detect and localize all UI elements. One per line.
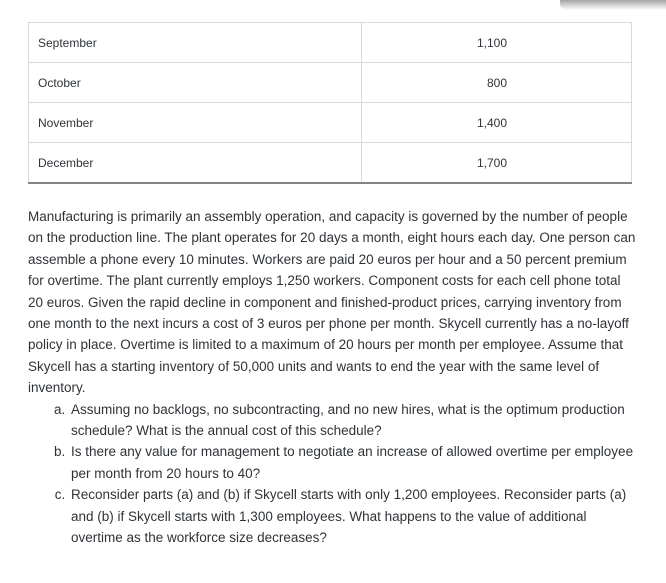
table-row xyxy=(29,23,632,63)
demand-value-cell: 1,400 xyxy=(362,103,632,143)
question-list xyxy=(28,399,638,549)
month-cell: September xyxy=(29,23,362,63)
question-a: a. Assuming no backlogs, no subcontracting, and no new hires, what is the optimum production schedule? What is the annual cost of this schedule? xyxy=(69,399,638,442)
question-c: c. Reconsider parts (a) and (b) if Skycell starts with only 1,200 employees. Reconsider parts (a) and (b) if Skycell starts with 1,300 employees. What happens to the value of additional overtime as the workforce size decreases? xyxy=(69,484,638,548)
monthly-demand-table xyxy=(28,22,632,184)
month-cell: October xyxy=(29,63,362,103)
month-cell: December xyxy=(29,143,362,184)
table-row xyxy=(29,63,632,103)
demand-value-cell: 1,700 xyxy=(362,143,632,184)
window-edge-shadow xyxy=(560,0,666,10)
table-row xyxy=(29,143,632,184)
question-b: b. Is there any value for management to negotiate an increase of allowed overtime per employee per month from 20 hours to 40? xyxy=(69,441,638,484)
demand-value-cell: 800 xyxy=(362,63,632,103)
month-cell: November xyxy=(29,103,362,143)
problem-paragraph: Manufacturing is primarily an assembly operation, and capacity is governed by the number of people on the production line. The plant operates for 20 days a month, eight hours each day. One person can assemble a phone every 10 minutes. Workers are paid 20 euros per hour and a 50 percent premium for overtime. The plant currently employs 1,250 workers. Component costs for each cell phone total 20 euros. Given the rapid decline in component and finished-product prices, carrying inventory from one month to the next incurs a cost of 3 euros per phone per month. Skycell currently has a no-layoff policy in place. Overtime is limited to a maximum of 20 hours per month per employee. Assume that Skycell has a starting inventory of 50,000 units and wants to end the year with the same level of inventory. xyxy=(28,209,636,396)
table-row xyxy=(29,103,632,143)
problem-text xyxy=(28,206,638,549)
demand-value-cell: 1,100 xyxy=(362,23,632,63)
